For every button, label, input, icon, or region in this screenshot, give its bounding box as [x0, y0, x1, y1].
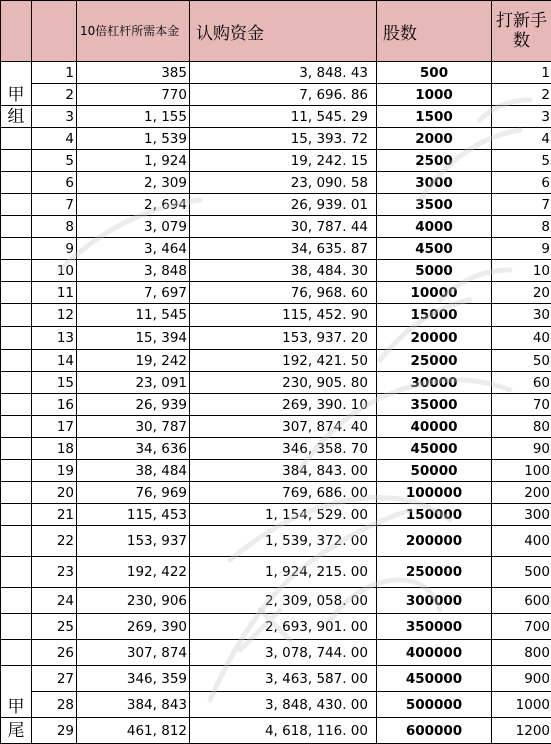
shares-cell: 200000 [377, 526, 492, 557]
subscription-cell: 26, 939. 01 [190, 194, 377, 216]
capital-cell: 269, 390 [77, 614, 190, 640]
table-row [1, 416, 551, 438]
capital-cell: 2, 309 [77, 172, 190, 194]
table-row [1, 194, 551, 216]
lots-cell: 300 [492, 504, 551, 526]
row-index: 2 [32, 84, 77, 106]
shares-cell: 45000 [377, 438, 492, 460]
shares-cell: 25000 [377, 350, 492, 372]
group-cell [1, 416, 32, 438]
table-row [1, 718, 551, 744]
shares-cell: 40000 [377, 416, 492, 438]
row-index: 15 [32, 372, 77, 394]
lots-cell: 800 [492, 640, 551, 666]
capital-cell: 1, 924 [77, 150, 190, 172]
shares-cell: 4500 [377, 238, 492, 260]
shares-cell: 1500 [377, 106, 492, 128]
table-row [1, 614, 551, 640]
lots-cell: 400 [492, 526, 551, 557]
capital-cell: 461, 812 [77, 718, 190, 744]
lots-cell: 100 [492, 460, 551, 482]
subscription-cell: 192, 421. 50 [190, 350, 377, 372]
group-label-jia-tail: 甲 [1, 666, 32, 718]
table-row [1, 216, 551, 238]
capital-cell: 76, 969 [77, 482, 190, 504]
shares-cell: 500000 [377, 692, 492, 718]
table-body [1, 62, 551, 744]
capital-cell: 1, 155 [77, 106, 190, 128]
capital-cell: 115, 453 [77, 504, 190, 526]
shares-cell: 20000 [377, 327, 492, 350]
table-row [1, 128, 551, 150]
lots-cell: 1 [492, 62, 551, 84]
group-cell [1, 150, 32, 172]
group-label-jia: 甲 [1, 62, 32, 106]
shares-cell: 3500 [377, 194, 492, 216]
table-row [1, 260, 551, 282]
lots-cell: 8 [492, 216, 551, 238]
row-index: 5 [32, 150, 77, 172]
table-row [1, 526, 551, 557]
subscription-cell: 3, 848, 430. 00 [190, 692, 377, 718]
group-cell [1, 327, 32, 350]
table-row [1, 172, 551, 194]
shares-cell: 600000 [377, 718, 492, 744]
row-index: 16 [32, 394, 77, 416]
capital-cell: 30, 787 [77, 416, 190, 438]
subscription-cell: 15, 393. 72 [190, 128, 377, 150]
capital-cell: 3, 079 [77, 216, 190, 238]
shares-cell: 30000 [377, 372, 492, 394]
capital-cell: 7, 697 [77, 282, 190, 304]
row-index: 21 [32, 504, 77, 526]
shares-cell: 10000 [377, 282, 492, 304]
subscription-cell: 23, 090. 58 [190, 172, 377, 194]
table-row [1, 150, 551, 172]
header-shares: 股数 [377, 1, 492, 62]
table-row [1, 304, 551, 327]
subscription-cell: 3, 463, 587. 00 [190, 666, 377, 692]
header-index [32, 1, 77, 62]
lots-cell: 30 [492, 304, 551, 327]
subscription-cell: 76, 968. 60 [190, 282, 377, 304]
capital-cell: 3, 464 [77, 238, 190, 260]
shares-cell: 500 [377, 62, 492, 84]
lots-cell: 900 [492, 666, 551, 692]
capital-cell: 307, 874 [77, 640, 190, 666]
lots-cell: 500 [492, 557, 551, 588]
lots-cell: 4 [492, 128, 551, 150]
row-index: 3 [32, 106, 77, 128]
row-index: 4 [32, 128, 77, 150]
header-lots: 打新手数 [492, 1, 551, 62]
capital-cell: 2, 694 [77, 194, 190, 216]
group-cell [1, 482, 32, 504]
subscription-cell: 30, 787. 44 [190, 216, 377, 238]
row-index: 19 [32, 460, 77, 482]
shares-cell: 15000 [377, 304, 492, 327]
row-index: 1 [32, 62, 77, 84]
subscription-cell: 269, 390. 10 [190, 394, 377, 416]
shares-cell: 100000 [377, 482, 492, 504]
lots-cell: 3 [492, 106, 551, 128]
lots-cell: 60 [492, 372, 551, 394]
lots-cell: 20 [492, 282, 551, 304]
header-capital: 10倍杠杆所需本金 [77, 1, 190, 62]
subscription-cell: 769, 686. 00 [190, 482, 377, 504]
subscription-cell: 1, 924, 215. 00 [190, 557, 377, 588]
table-row [1, 640, 551, 666]
shares-cell: 450000 [377, 666, 492, 692]
subscription-cell: 19, 242. 15 [190, 150, 377, 172]
row-index: 27 [32, 666, 77, 692]
table-row [1, 327, 551, 350]
group-cell [1, 216, 32, 238]
group-cell [1, 504, 32, 526]
lots-cell: 600 [492, 588, 551, 614]
lots-cell: 90 [492, 438, 551, 460]
lots-cell: 700 [492, 614, 551, 640]
group-cell [1, 304, 32, 327]
capital-cell: 770 [77, 84, 190, 106]
group-cell [1, 588, 32, 614]
table-row [1, 557, 551, 588]
subscription-cell: 115, 452. 90 [190, 304, 377, 327]
capital-cell: 38, 484 [77, 460, 190, 482]
shares-cell: 300000 [377, 588, 492, 614]
row-index: 7 [32, 194, 77, 216]
table-row [1, 460, 551, 482]
table-row [1, 504, 551, 526]
lots-cell: 1000 [492, 692, 551, 718]
row-index: 10 [32, 260, 77, 282]
row-index: 11 [32, 282, 77, 304]
group-cell [1, 460, 32, 482]
shares-cell: 150000 [377, 504, 492, 526]
capital-cell: 192, 422 [77, 557, 190, 588]
group-label-wei: 尾 [1, 718, 32, 744]
group-cell [1, 526, 32, 557]
shares-cell: 35000 [377, 394, 492, 416]
row-index: 18 [32, 438, 77, 460]
subscription-cell: 384, 843. 00 [190, 460, 377, 482]
lots-cell: 7 [492, 194, 551, 216]
capital-cell: 15, 394 [77, 327, 190, 350]
shares-cell: 5000 [377, 260, 492, 282]
table-row [1, 84, 551, 106]
group-cell [1, 557, 32, 588]
group-cell [1, 614, 32, 640]
row-index: 24 [32, 588, 77, 614]
subscription-cell: 3, 078, 744. 00 [190, 640, 377, 666]
capital-cell: 26, 939 [77, 394, 190, 416]
shares-cell: 400000 [377, 640, 492, 666]
row-index: 12 [32, 304, 77, 327]
capital-cell: 230, 906 [77, 588, 190, 614]
lots-cell: 10 [492, 260, 551, 282]
capital-cell: 384, 843 [77, 692, 190, 718]
shares-cell: 4000 [377, 216, 492, 238]
table-row [1, 588, 551, 614]
subscription-cell: 3, 848. 43 [190, 62, 377, 84]
row-index: 8 [32, 216, 77, 238]
subscription-cell: 4, 618, 116. 00 [190, 718, 377, 744]
table-row [1, 666, 551, 692]
capital-cell: 385 [77, 62, 190, 84]
subscription-cell: 2, 309, 058. 00 [190, 588, 377, 614]
group-cell [1, 282, 32, 304]
row-index: 13 [32, 327, 77, 350]
table-row [1, 106, 551, 128]
shares-cell: 2500 [377, 150, 492, 172]
shares-cell: 2000 [377, 128, 492, 150]
table-row [1, 238, 551, 260]
subscription-cell: 307, 874. 40 [190, 416, 377, 438]
capital-cell: 23, 091 [77, 372, 190, 394]
capital-cell: 19, 242 [77, 350, 190, 372]
table-row [1, 482, 551, 504]
group-cell [1, 260, 32, 282]
row-index: 29 [32, 718, 77, 744]
lots-cell: 9 [492, 238, 551, 260]
capital-cell: 34, 636 [77, 438, 190, 460]
group-cell [1, 350, 32, 372]
row-index: 6 [32, 172, 77, 194]
header-subscription: 认购资金 [190, 1, 377, 62]
group-label-zu: 组 [1, 106, 32, 128]
group-cell [1, 394, 32, 416]
row-index: 17 [32, 416, 77, 438]
subscription-cell: 38, 484. 30 [190, 260, 377, 282]
shares-cell: 50000 [377, 460, 492, 482]
group-cell [1, 640, 32, 666]
table-row [1, 692, 551, 718]
capital-cell: 346, 359 [77, 666, 190, 692]
lots-cell: 70 [492, 394, 551, 416]
capital-cell: 1, 539 [77, 128, 190, 150]
lots-cell: 6 [492, 172, 551, 194]
subscription-cell: 11, 545. 29 [190, 106, 377, 128]
row-index: 25 [32, 614, 77, 640]
lots-cell: 1200 [492, 718, 551, 744]
subscription-cell: 1, 154, 529. 00 [190, 504, 377, 526]
lots-cell: 40 [492, 327, 551, 350]
header-row [1, 1, 551, 62]
subscription-cell: 230, 905. 80 [190, 372, 377, 394]
group-cell [1, 438, 32, 460]
row-index: 23 [32, 557, 77, 588]
capital-cell: 153, 937 [77, 526, 190, 557]
row-index: 14 [32, 350, 77, 372]
lots-cell: 50 [492, 350, 551, 372]
subscription-cell: 346, 358. 70 [190, 438, 377, 460]
row-index: 22 [32, 526, 77, 557]
subscription-cell: 2, 693, 901. 00 [190, 614, 377, 640]
group-cell [1, 238, 32, 260]
table-row [1, 438, 551, 460]
table-row [1, 372, 551, 394]
subscription-cell: 34, 635. 87 [190, 238, 377, 260]
capital-cell: 3, 848 [77, 260, 190, 282]
group-cell [1, 172, 32, 194]
group-cell [1, 194, 32, 216]
row-index: 26 [32, 640, 77, 666]
table-row [1, 62, 551, 84]
table-row [1, 282, 551, 304]
row-index: 28 [32, 692, 77, 718]
lots-cell: 2 [492, 84, 551, 106]
table-row [1, 350, 551, 372]
group-cell [1, 128, 32, 150]
table-row [1, 394, 551, 416]
subscription-cell: 1, 539, 372. 00 [190, 526, 377, 557]
lots-cell: 200 [492, 482, 551, 504]
group-cell [1, 372, 32, 394]
row-index: 9 [32, 238, 77, 260]
lots-cell: 80 [492, 416, 551, 438]
capital-cell: 11, 545 [77, 304, 190, 327]
shares-cell: 250000 [377, 557, 492, 588]
subscription-cell: 153, 937. 20 [190, 327, 377, 350]
shares-cell: 3000 [377, 172, 492, 194]
lots-cell: 5 [492, 150, 551, 172]
row-index: 20 [32, 482, 77, 504]
header-group [1, 1, 32, 62]
shares-cell: 350000 [377, 614, 492, 640]
shares-cell: 1000 [377, 84, 492, 106]
subscription-cell: 7, 696. 86 [190, 84, 377, 106]
